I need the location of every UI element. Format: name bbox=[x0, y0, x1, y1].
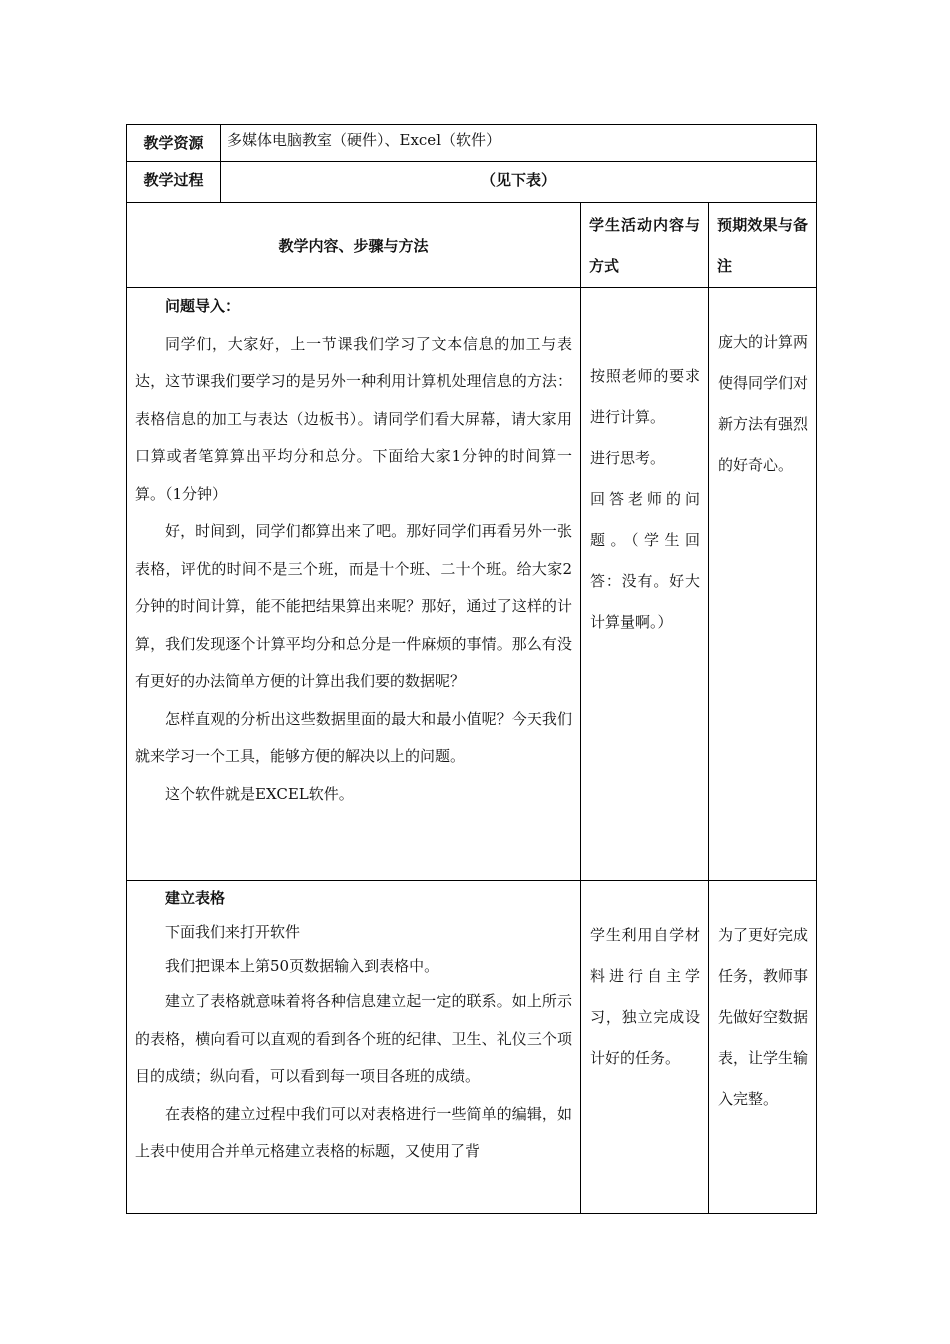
process-value: （见下表） bbox=[221, 162, 817, 203]
paragraph: 怎样直观的分析出这些数据里面的最大和最小值呢？今天我们就来学习一个工具，能够方便的解决以上的问题。 bbox=[135, 709, 572, 765]
resources-value: 多媒体电脑教室（硬件）、Excel（软件） bbox=[221, 125, 817, 162]
expected-effect: 为了更好完成任务，教师事先做好空数据表，让学生输入完整。 bbox=[718, 926, 809, 1108]
paragraph: 我们把课本上第50页数据输入到表格中。 bbox=[165, 957, 440, 975]
section-intro-content bbox=[127, 288, 581, 881]
header-effect: 预期效果与备注 bbox=[709, 203, 817, 288]
section-intro-row bbox=[127, 288, 817, 881]
paragraph: 同学们，大家好，上一节课我们学习了文本信息的加工与表达，这节课我们要学习的是另外一种利用计算机处理信息的方法：表格信息的加工与表达（边板书）。请同学们看大屏幕，请大家用口算或者笔算算出平均分和总分。下面给大家1分钟的时间算一算。（1分钟） bbox=[135, 334, 572, 503]
paragraph: 这个软件就是EXCEL软件。 bbox=[165, 784, 354, 803]
section-build-student bbox=[581, 881, 709, 1214]
process-row bbox=[127, 162, 817, 203]
student-activity: 回答老师的问题。（学生回答：没有。好大计算量啊。） bbox=[590, 490, 700, 631]
process-label: 教学过程 bbox=[127, 162, 221, 203]
section-intro-title: 问题导入： bbox=[165, 297, 241, 315]
paragraph: 建立了表格就意味着将各种信息建立起一定的联系。如上所示的表格，横向看可以直观的看到各个班的纪律、卫生、礼仪三个项目的成绩；纵向看，可以看到每一项目各班的成绩。 bbox=[135, 992, 572, 1085]
header-student: 学生活动内容与方式 bbox=[581, 203, 709, 288]
paragraph: 下面我们来打开软件 bbox=[165, 923, 301, 941]
paragraph: 好，时间到，同学们都算出来了吧。那好同学们再看另外一张表格，评优的时间不是三个班，而是十个班、二十个班。给大家2分钟的时间计算，能不能把结果算出来呢？那好，通过了这样的计算，我们发现逐个计算平均分和总分是一件麻烦的事情。那么有没有更好的办法简单方便的计算出我们要的数据呢？ bbox=[135, 522, 572, 690]
resources-label: 教学资源 bbox=[127, 125, 221, 162]
resources-row bbox=[127, 125, 817, 162]
section-build-content bbox=[127, 881, 581, 1214]
paragraph: 在表格的建立过程中我们可以对表格进行一些简单的编辑，如上表中使用合并单元格建立表格的标题，又使用了背 bbox=[135, 1104, 572, 1160]
student-activity: 学生利用自学材料进行自主学习，独立完成设计好的任务。 bbox=[590, 926, 700, 1067]
header-content: 教学内容、步骤与方法 bbox=[127, 203, 581, 288]
section-build-effect bbox=[709, 881, 817, 1214]
expected-effect: 庞大的计算两使得同学们对新方法有强烈的好奇心。 bbox=[718, 333, 809, 474]
student-activity: 按照老师的要求进行计算。 bbox=[590, 367, 700, 426]
section-intro-student bbox=[581, 288, 709, 881]
student-activity: 进行思考。 bbox=[590, 449, 666, 467]
section-intro-effect bbox=[709, 288, 817, 881]
header-row bbox=[127, 203, 817, 288]
lesson-plan-table bbox=[126, 124, 817, 1214]
section-build-title: 建立表格 bbox=[165, 889, 226, 907]
section-build-row bbox=[127, 881, 817, 1214]
